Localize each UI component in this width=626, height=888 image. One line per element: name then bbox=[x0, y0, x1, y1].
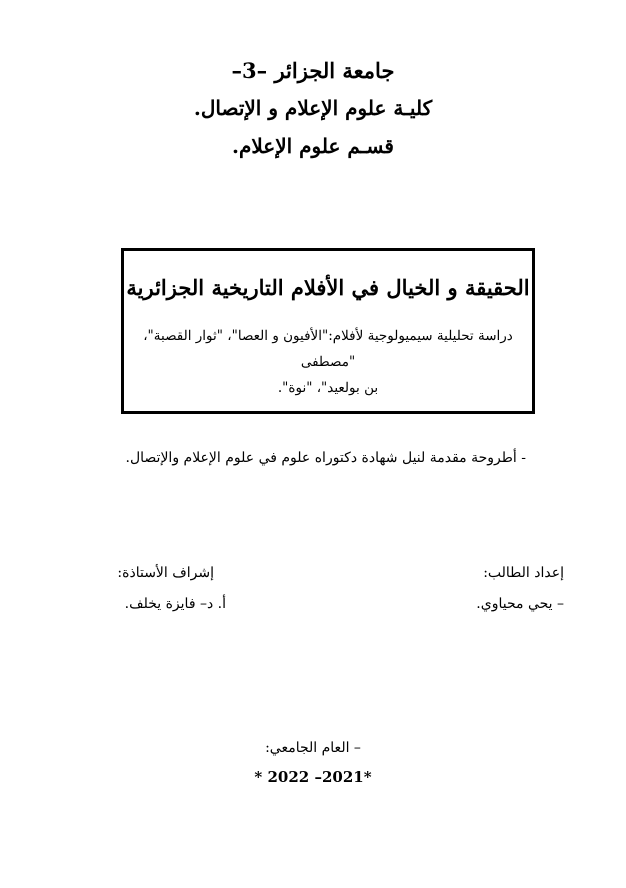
faculty-name: كليـة علوم الإعلام و الإتصال. bbox=[193, 96, 433, 120]
student-name: – يحي محياوي. bbox=[476, 596, 564, 612]
thesis-subtitle bbox=[134, 323, 522, 401]
supervisor-name: أ. د– فايزة يخلف. bbox=[124, 596, 226, 612]
thesis-title-box bbox=[121, 248, 535, 414]
academic-year-label: – العام الجامعي: bbox=[265, 740, 361, 756]
university-name: جامعة الجزائر –3– bbox=[231, 58, 395, 83]
supervisor-label: إشراف الأستاذة: bbox=[117, 565, 214, 581]
thesis-subtitle-line-1: دراسة تحليلية سيميولوجية لأفلام:"الأفيون و العصا"، "ثوار القصبة"، "مصطفى bbox=[143, 328, 513, 370]
degree-note: - أطروحة مقدمة لنيل شهادة دكتوراه علوم في علوم الإعلام والإتصال. bbox=[125, 450, 526, 466]
academic-year-range: * 2022 –2021* bbox=[254, 768, 372, 786]
department-name: قسـم علوم الإعلام. bbox=[232, 134, 394, 158]
thesis-title: الحقيقة و الخيال في الأفلام التاريخية الجزائرية bbox=[126, 275, 530, 300]
thesis-subtitle-line-2: بن بولعيد"، "نوة". bbox=[277, 380, 379, 396]
student-label: إعداد الطالب: bbox=[483, 565, 564, 581]
